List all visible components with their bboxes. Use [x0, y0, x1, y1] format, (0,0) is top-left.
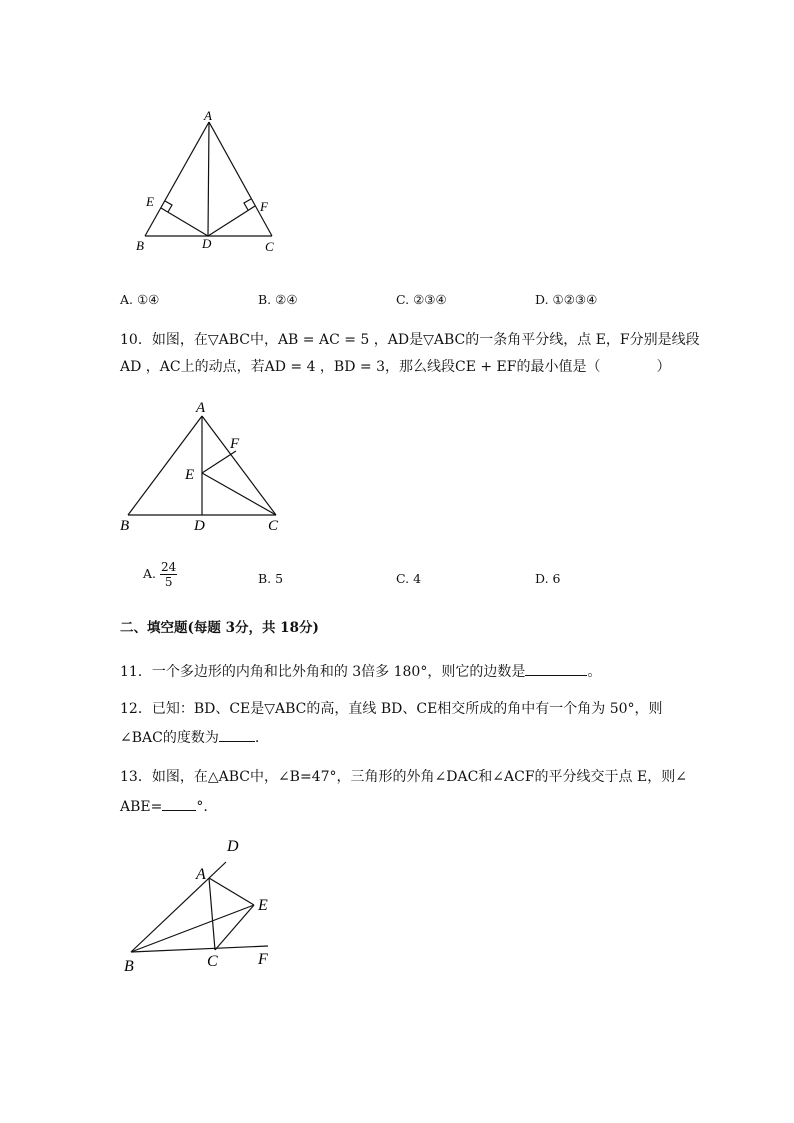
q13-end: °. — [196, 799, 208, 815]
segment-de — [161, 208, 208, 236]
q11-question: 11．一个多边形的内角和比外角和的 3倍多 180°，则它的边数是 — [120, 664, 526, 680]
q11-answer-blank[interactable] — [525, 661, 587, 676]
label-b: B — [136, 238, 144, 253]
q12-end: . — [254, 730, 260, 746]
label-d: D — [194, 518, 205, 534]
q12-question: ∠BAC的度数为 — [120, 730, 219, 746]
segment-ae — [209, 878, 254, 905]
fraction-numerator: 24 — [161, 560, 177, 574]
section-2-title: 二、填空题(每题 3分，共 18分) — [120, 620, 319, 636]
right-angle-mark-f — [244, 199, 251, 210]
label-a: A — [196, 866, 206, 883]
segment-ce — [215, 905, 254, 950]
label-d: D — [202, 236, 212, 251]
q9-option-a[interactable]: A. ①④ — [120, 292, 160, 307]
q10-text-line2: AD ，AC上的动点，若AD = 4 ，BD = 3，那么线段CE + EF的最小值是（ ） — [120, 359, 671, 375]
q13-answer-blank[interactable] — [162, 796, 196, 811]
q13-question: ABE= — [120, 799, 163, 815]
label-c: C — [207, 953, 218, 970]
segment-ef — [202, 451, 236, 473]
label-c: C — [265, 239, 274, 254]
label-e: E — [146, 194, 154, 209]
label-a: A — [204, 108, 212, 123]
segment-ab — [128, 416, 202, 515]
segment-ac — [209, 878, 215, 950]
q10-text-line1: 10．如图，在▽ABC中，AB = AC = 5 ，AD是▽ABC的一条角平分线，点 E，F分别是线段 — [120, 332, 700, 348]
q13-text-line1: 13．如图，在△ABC中，∠B=47°，三角形的外角∠DAC和∠ACF的平分线交于点 E，则∠ — [120, 769, 687, 785]
q11-end: 。 — [587, 664, 602, 680]
q12-text-line1: 12．已知：BD、CE是▽ABC的高，直线 BD、CE相交所成的角中有一个角为 50°，则 — [120, 701, 663, 717]
segment-bf — [131, 946, 268, 952]
segment-ad — [208, 122, 209, 236]
fraction-24-5 — [160, 560, 177, 589]
label-d: D — [227, 838, 239, 855]
label-c: C — [268, 518, 279, 534]
label-f: F — [260, 199, 268, 214]
q12-answer-blank[interactable] — [219, 727, 255, 742]
q10-option-a[interactable] — [143, 560, 177, 589]
segment-df — [208, 206, 255, 236]
q10-option-a-prefix: A. — [143, 566, 157, 581]
label-e: E — [185, 467, 195, 483]
q10-option-b[interactable]: B. 5 — [258, 571, 284, 586]
figure-exterior-angle-bisectors — [112, 832, 292, 982]
figure-triangle-perpendiculars — [120, 100, 300, 260]
segment-be — [131, 905, 254, 952]
label-f: F — [230, 436, 240, 452]
q12-text-line2 — [120, 727, 259, 747]
q10-option-d[interactable]: D. 6 — [535, 571, 561, 586]
segment-ec — [202, 473, 276, 515]
label-f: F — [258, 951, 268, 968]
figure-triangle-min-path — [112, 396, 302, 536]
label-e: E — [258, 897, 268, 914]
label-a: A — [196, 400, 206, 416]
q9-option-b[interactable]: B. ②④ — [258, 292, 298, 307]
q11-text — [120, 661, 601, 681]
segment-ac — [209, 122, 272, 236]
q10-option-c[interactable]: C. 4 — [396, 571, 422, 586]
fraction-denominator: 5 — [164, 575, 173, 589]
q9-option-d[interactable]: D. ①②③④ — [535, 292, 598, 307]
q13-text-line2 — [120, 796, 208, 816]
segment-ab — [145, 122, 209, 236]
q9-option-c[interactable]: C. ②③④ — [396, 292, 447, 307]
label-b: B — [124, 958, 134, 975]
label-b: B — [120, 518, 130, 534]
